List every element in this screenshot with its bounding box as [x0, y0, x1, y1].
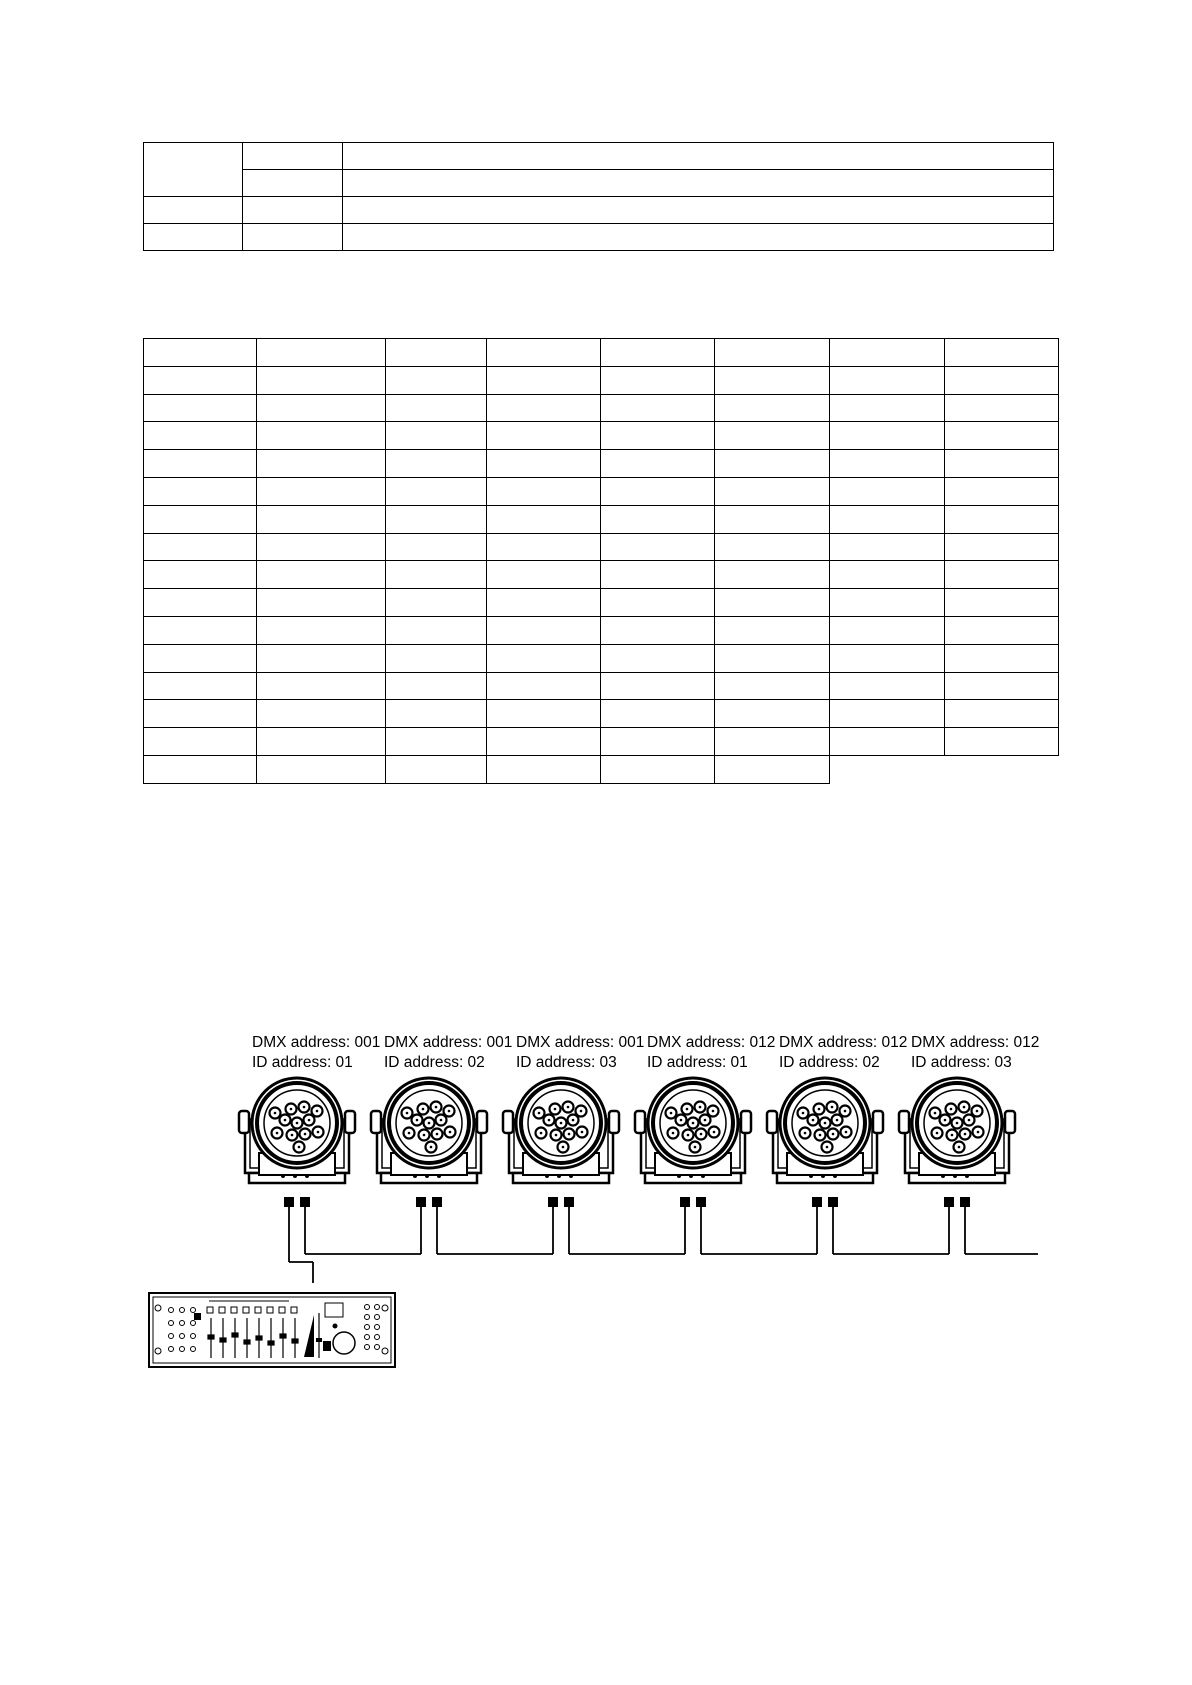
table-1	[143, 142, 1054, 251]
table-cell	[257, 561, 386, 589]
table-row	[144, 450, 1059, 478]
table-cell	[487, 561, 601, 589]
table-cell	[830, 728, 945, 756]
table-cell	[144, 589, 257, 617]
fixture	[767, 1034, 907, 1207]
table-cell	[715, 394, 830, 422]
table-row	[144, 339, 1059, 367]
table-cell	[487, 533, 601, 561]
table-cell	[386, 366, 487, 394]
dmx-address-label: DMX address: 001	[252, 1034, 381, 1051]
table-cell	[487, 589, 601, 617]
table-cell	[715, 339, 830, 367]
dmx-address-label: DMX address: 012	[779, 1034, 908, 1051]
table-cell	[487, 644, 601, 672]
table-cell	[257, 366, 386, 394]
table-cell	[945, 339, 1059, 367]
table-cell	[343, 143, 1054, 170]
table-cell	[386, 616, 487, 644]
table-cell	[487, 728, 601, 756]
table-cell	[144, 394, 257, 422]
table-cell	[945, 728, 1059, 756]
empty-space	[945, 755, 1059, 783]
table-row	[144, 644, 1059, 672]
table-cell	[601, 755, 715, 783]
table-cell	[945, 422, 1059, 450]
table-row	[144, 197, 1054, 224]
table-cell	[144, 505, 257, 533]
table-cell	[144, 561, 257, 589]
table-cell	[243, 224, 343, 251]
table-cell	[830, 672, 945, 700]
table-cell	[343, 197, 1054, 224]
table-cell	[830, 366, 945, 394]
fixture	[371, 1034, 512, 1207]
table-cell	[386, 700, 487, 728]
table-cell	[830, 394, 945, 422]
table-cell	[144, 533, 257, 561]
table-cell	[715, 616, 830, 644]
table-cell	[601, 616, 715, 644]
table-cell	[487, 339, 601, 367]
table-cell	[945, 700, 1059, 728]
table-cell	[830, 477, 945, 505]
table-cell	[601, 450, 715, 478]
table-cell	[945, 616, 1059, 644]
dmx-connector	[944, 1197, 954, 1207]
table-cell	[945, 450, 1059, 478]
table-cell	[386, 450, 487, 478]
table-cell	[945, 505, 1059, 533]
dmx-connector	[812, 1197, 822, 1207]
table-row	[144, 533, 1059, 561]
table-cell	[487, 450, 601, 478]
table-row	[144, 224, 1054, 251]
par-light-icon	[371, 1078, 487, 1183]
table-cell	[144, 728, 257, 756]
table-cell	[257, 616, 386, 644]
table-cell	[715, 450, 830, 478]
dmx-connection-diagram	[0, 1000, 1192, 1400]
fixture	[635, 1034, 775, 1207]
table-cell	[257, 450, 386, 478]
table-cell	[257, 700, 386, 728]
table-cell	[945, 394, 1059, 422]
dmx-controller-icon	[149, 1293, 395, 1367]
table-cell	[386, 561, 487, 589]
table-cell	[945, 672, 1059, 700]
table-cell	[715, 477, 830, 505]
table-cell	[830, 505, 945, 533]
table-cell	[257, 644, 386, 672]
par-light-icon	[239, 1078, 355, 1183]
dmx-address-label: DMX address: 001	[384, 1034, 513, 1051]
table-cell	[945, 533, 1059, 561]
par-light-icon	[635, 1078, 751, 1183]
table-cell	[487, 394, 601, 422]
table-cell	[257, 755, 386, 783]
dmx-connector	[960, 1197, 970, 1207]
table-cell	[257, 477, 386, 505]
dmx-address-label: DMX address: 012	[911, 1034, 1040, 1051]
table-cell	[144, 224, 243, 251]
table-row	[144, 477, 1059, 505]
table-cell	[601, 366, 715, 394]
table-cell	[715, 728, 830, 756]
id-address-label: ID address: 02	[779, 1054, 880, 1071]
table-cell	[487, 672, 601, 700]
table-row	[144, 505, 1059, 533]
dmx-address-label: DMX address: 001	[516, 1034, 645, 1051]
table-cell	[144, 644, 257, 672]
table-cell	[830, 533, 945, 561]
table-row	[144, 561, 1059, 589]
table-cell	[487, 366, 601, 394]
table-cell	[715, 644, 830, 672]
table-cell	[144, 672, 257, 700]
table-cell	[601, 644, 715, 672]
table-cell	[830, 589, 945, 617]
table-cell	[945, 644, 1059, 672]
table-cell	[386, 644, 487, 672]
table-cell	[144, 197, 243, 224]
table-cell	[487, 700, 601, 728]
table-cell	[715, 366, 830, 394]
table-cell	[257, 422, 386, 450]
table-cell	[257, 589, 386, 617]
table-cell	[715, 505, 830, 533]
table-cell	[601, 728, 715, 756]
table-cell	[830, 700, 945, 728]
table-cell	[257, 339, 386, 367]
id-address-label: ID address: 03	[911, 1054, 1012, 1071]
dmx-cable-chain	[289, 1207, 1038, 1283]
table-cell	[487, 477, 601, 505]
par-light-icon	[899, 1078, 1015, 1183]
table-cell	[144, 477, 257, 505]
table-cell	[243, 143, 343, 170]
table-cell	[601, 422, 715, 450]
table-cell	[487, 505, 601, 533]
table-cell	[386, 728, 487, 756]
dmx-address-label: DMX address: 012	[647, 1034, 776, 1051]
table-cell	[715, 422, 830, 450]
dmx-connector	[432, 1197, 442, 1207]
table-row	[144, 700, 1059, 728]
table-row	[144, 170, 1054, 197]
table-cell	[601, 505, 715, 533]
table-cell	[487, 755, 601, 783]
table-cell	[386, 755, 487, 783]
table-cell	[343, 224, 1054, 251]
table-cell	[715, 755, 830, 783]
table-cell	[144, 755, 257, 783]
table-cell	[386, 394, 487, 422]
table-cell	[830, 422, 945, 450]
dmx-connector	[284, 1197, 294, 1207]
table-cell	[945, 561, 1059, 589]
table-row	[144, 616, 1059, 644]
table-cell	[144, 700, 257, 728]
table-row	[144, 366, 1059, 394]
table-cell	[601, 561, 715, 589]
id-address-label: ID address: 01	[647, 1054, 748, 1071]
table-cell	[386, 422, 487, 450]
table-row	[144, 394, 1059, 422]
table-cell	[945, 477, 1059, 505]
table-row	[144, 422, 1059, 450]
table-cell	[601, 672, 715, 700]
table-cell	[715, 672, 830, 700]
dmx-connector	[828, 1197, 838, 1207]
table-cell	[601, 477, 715, 505]
table-cell	[487, 422, 601, 450]
table-cell	[386, 505, 487, 533]
table-cell	[601, 339, 715, 367]
table-cell	[144, 366, 257, 394]
table-cell	[601, 394, 715, 422]
id-address-label: ID address: 03	[516, 1054, 617, 1071]
table-cell	[144, 339, 257, 367]
table-cell	[830, 616, 945, 644]
table-cell	[601, 533, 715, 561]
table-cell	[386, 672, 487, 700]
table-cell	[257, 728, 386, 756]
dmx-connector	[564, 1197, 574, 1207]
table-2	[143, 338, 1059, 784]
table-cell	[830, 339, 945, 367]
dmx-connector	[696, 1197, 706, 1207]
table-cell	[343, 170, 1054, 197]
table-cell	[243, 197, 343, 224]
table-cell	[945, 366, 1059, 394]
table-cell	[386, 339, 487, 367]
dmx-connector	[416, 1197, 426, 1207]
dmx-connector	[300, 1197, 310, 1207]
table-cell	[715, 589, 830, 617]
table-cell	[144, 450, 257, 478]
table-row	[144, 589, 1059, 617]
table-cell	[386, 477, 487, 505]
fixture	[503, 1034, 644, 1207]
table-cell	[144, 143, 243, 197]
table-cell	[257, 394, 386, 422]
id-address-label: ID address: 01	[252, 1054, 353, 1071]
table-cell	[601, 700, 715, 728]
table-cell	[257, 672, 386, 700]
par-light-icon	[503, 1078, 619, 1183]
table-cell	[830, 450, 945, 478]
table-cell	[257, 533, 386, 561]
table-cell	[257, 505, 386, 533]
fixture	[239, 1034, 380, 1207]
table-cell	[144, 616, 257, 644]
table-row	[144, 672, 1059, 700]
table-cell	[601, 589, 715, 617]
id-address-label: ID address: 02	[384, 1054, 485, 1071]
table-cell	[945, 589, 1059, 617]
table-cell	[487, 616, 601, 644]
empty-space	[830, 755, 945, 783]
table-cell	[243, 170, 343, 197]
fixture	[899, 1034, 1039, 1207]
table-cell	[715, 561, 830, 589]
table-cell	[715, 533, 830, 561]
table-cell	[386, 589, 487, 617]
table-row	[144, 143, 1054, 170]
dmx-connector	[548, 1197, 558, 1207]
table-cell	[830, 561, 945, 589]
table-cell	[386, 533, 487, 561]
table-cell	[830, 644, 945, 672]
dmx-connector	[680, 1197, 690, 1207]
table-row	[144, 755, 1059, 783]
table-cell	[144, 422, 257, 450]
table-cell	[715, 700, 830, 728]
par-light-icon	[767, 1078, 883, 1183]
table-row	[144, 728, 1059, 756]
